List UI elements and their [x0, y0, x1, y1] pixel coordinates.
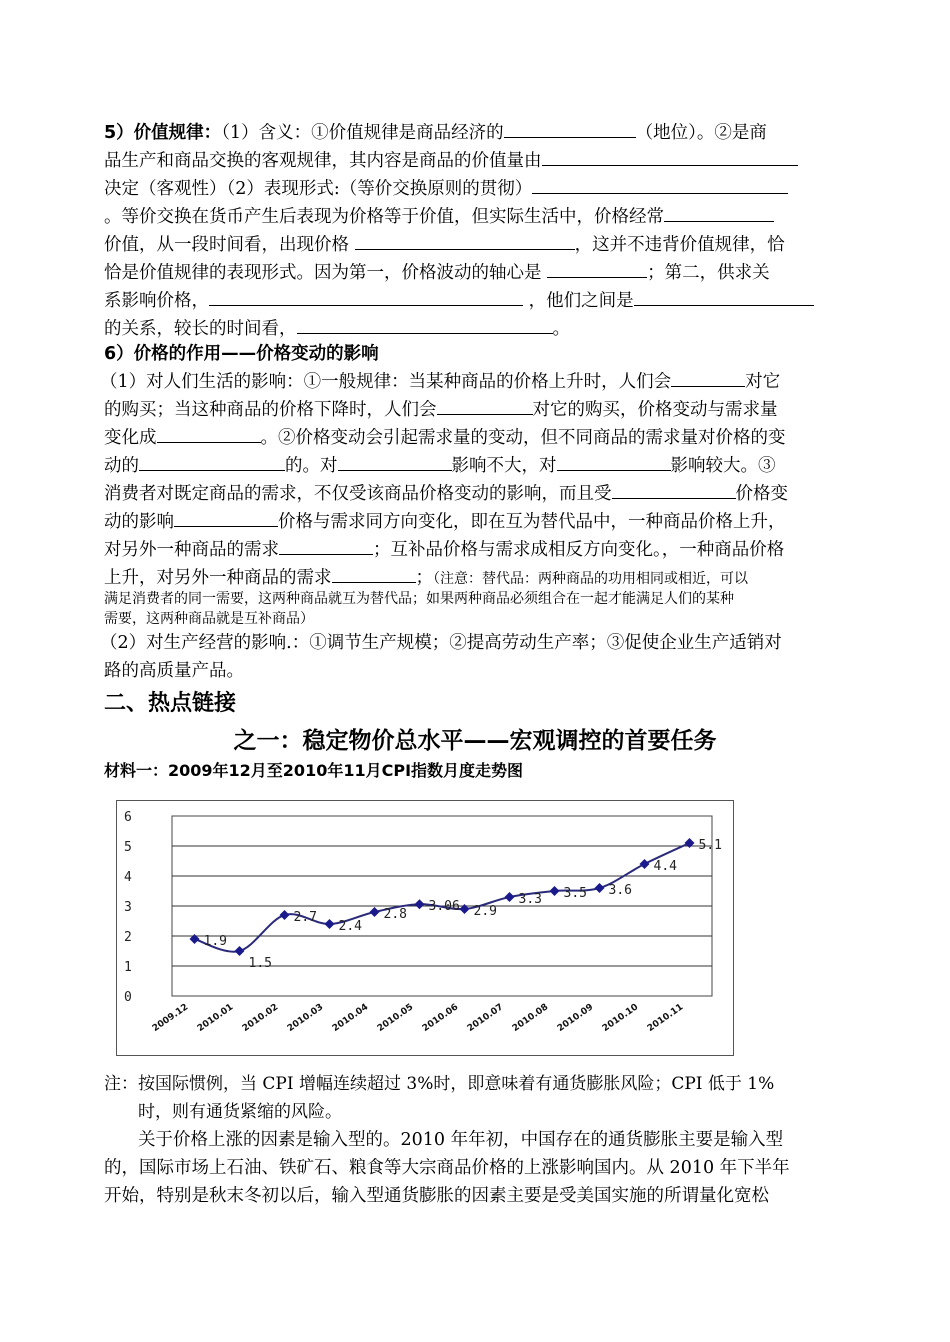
x-tick-label: 2010.05 — [375, 1002, 416, 1034]
y-tick-label: 6 — [124, 810, 132, 825]
s5-line-6: 恰是价值规律的表现形式。因为第一，价格波动的轴心是 ；第二，供求关 — [104, 257, 770, 286]
s6-line-5: 消费者对既定商品的需求，不仅受该商品价格变动的影响，而且受 价格变 — [104, 478, 788, 507]
y-tick-label: 4 — [124, 870, 132, 885]
fill-blank[interactable] — [355, 229, 575, 250]
s5-line-2: 品生产和商品交换的客观规律，其内容是商品的价值量由 — [104, 145, 798, 174]
data-label: 3.06 — [428, 899, 460, 915]
s6-line-7: 对另外一种商品的需求 ；互补品价格与需求成相反方向变化。，一种商品价格 — [104, 534, 784, 563]
data-label: 5.1 — [698, 838, 722, 853]
data-label: 1.5 — [248, 956, 272, 971]
y-tick-label: 5 — [124, 840, 132, 855]
subsection-heading: 之一：稳定物价总水平——宏观调控的首要任务 — [233, 728, 717, 754]
fill-blank[interactable] — [332, 562, 416, 583]
note-line-1: 注：按国际惯例，当 CPI 增幅连续超过 3%时，即意味着有通货膨胀风险；CPI 低于 1% — [104, 1074, 775, 1094]
fill-blank[interactable] — [139, 450, 285, 471]
s6-note-line-2: 需要，这两种商品就是互补商品） — [104, 611, 314, 627]
para-line-1: 关于价格上涨的因素是输入型的。2010 年年初，中国存在的通货膨胀主要是输入型 — [138, 1130, 784, 1150]
y-tick-label: 1 — [124, 960, 132, 975]
s6-line-11: （2）对生产经营的影响.：①调节生产规模；②提高劳动生产率；③促使企业生产适销对 — [100, 633, 782, 653]
s6-line-12: 路的高质量产品。 — [104, 661, 244, 681]
data-label: 3.6 — [608, 883, 632, 898]
fill-blank[interactable] — [338, 450, 452, 471]
fill-blank[interactable] — [664, 201, 774, 222]
data-label: 1.9 — [203, 934, 227, 949]
fill-blank[interactable] — [209, 285, 523, 306]
y-tick-label: 2 — [124, 930, 132, 945]
y-tick-label: 3 — [124, 900, 132, 915]
x-tick-label: 2009.12 — [150, 1002, 191, 1034]
data-label: 4.4 — [653, 859, 677, 874]
data-label: 2.8 — [383, 907, 407, 922]
fill-blank[interactable] — [542, 145, 798, 166]
s5-heading: 5）价值规律： — [104, 123, 222, 143]
x-tick-label: 2010.02 — [240, 1002, 281, 1034]
s5-line-5: 价值，从一段时间看，出现价格 ，这并不违背价值规律，恰 — [104, 229, 785, 258]
material-title: 材料一：2009年12月至2010年11月CPI指数月度走势图 — [104, 761, 524, 780]
para-line-3: 开始，特别是秋末冬初以后，输入型通货膨胀的因素主要是受美国实施的所谓量化宽松 — [104, 1186, 769, 1206]
s5-line-8: 的关系，较长的时间看， 。 — [104, 313, 570, 342]
s6-line-1: （1）对人们生活的影响：①一般规律：当某种商品的价格上升时，人们会 对它 — [100, 366, 780, 395]
fill-blank[interactable] — [557, 450, 671, 471]
fill-blank[interactable] — [279, 534, 373, 555]
y-tick-label: 0 — [124, 990, 132, 1005]
x-tick-label: 2010.10 — [600, 1002, 641, 1034]
para-line-2: 的，国际市场上石油、铁矿石、粮食等大宗商品价格的上涨影响国内。从 2010 年下半年 — [104, 1158, 790, 1178]
fill-blank[interactable] — [532, 173, 788, 194]
fill-blank[interactable] — [671, 366, 745, 387]
fill-blank[interactable] — [547, 257, 647, 278]
x-tick-label: 2010.07 — [465, 1002, 506, 1034]
x-tick-label: 2010.01 — [195, 1002, 236, 1034]
s6-line-3: 变化成 。②价格变动会引起需求量的变动，但不同商品的需求量对价格的变 — [104, 422, 786, 451]
fill-blank[interactable] — [504, 117, 636, 138]
s5-line-3: 决定（客观性）（2）表现形式:（等价交换原则的贯彻） — [104, 173, 788, 202]
data-label: 2.7 — [293, 910, 317, 925]
x-tick-label: 2010.08 — [510, 1002, 551, 1034]
data-label: 3.3 — [518, 892, 542, 907]
x-tick-label: 2010.04 — [330, 1002, 371, 1034]
fill-blank[interactable] — [437, 394, 533, 415]
s6-heading: 6）价格的作用——价格变动的影响 — [104, 344, 379, 364]
x-tick-label: 2010.11 — [645, 1002, 686, 1034]
data-label: 2.9 — [473, 904, 497, 919]
s6-note-line-1: 满足消费者的同一需要，这两种商品就互为替代品；如果两种商品必须组合在一起才能满足人们的某种 — [104, 591, 734, 607]
data-label: 2.4 — [338, 919, 362, 934]
s6-line-8: 上升，对另外一种商品的需求 ；（注意：替代品：两种商品的功用相同或相近，可以 — [104, 562, 748, 592]
s5-line-1: 5）价值规律：（1）含义：①价值规律是商品经济的 （地位）。②是商 — [104, 117, 767, 146]
fill-blank[interactable] — [174, 506, 278, 527]
fill-blank[interactable] — [297, 313, 553, 334]
fill-blank[interactable] — [612, 478, 736, 499]
s5-line-7: 系影响价格， ，他们之间是 — [104, 285, 814, 314]
data-label: 3.5 — [563, 886, 587, 901]
note-line-2: 时，则有通货紧缩的风险。 — [138, 1102, 342, 1122]
fill-blank[interactable] — [157, 422, 261, 443]
s5-line-4: 。等价交换在货币产生后表现为价格等于价值，但实际生活中，价格经常 — [104, 201, 774, 230]
x-tick-label: 2010.09 — [555, 1002, 596, 1034]
section-heading: 二、热点链接 — [104, 691, 237, 716]
cpi-line-chart — [116, 800, 734, 1056]
x-tick-label: 2010.03 — [285, 1002, 326, 1034]
s6-line-6: 动的影响 价格与需求同方向变化，即在互为替代品中，一种商品价格上升， — [104, 506, 786, 535]
s6-line-4: 动的 的。对 影响不大，对 影响较大。③ — [104, 450, 776, 479]
s6-line-2: 的购买；当这种商品的价格下降时，人们会 对它的购买，价格变动与需求量 — [104, 394, 778, 423]
x-tick-label: 2010.06 — [420, 1002, 461, 1034]
fill-blank[interactable] — [634, 285, 814, 306]
